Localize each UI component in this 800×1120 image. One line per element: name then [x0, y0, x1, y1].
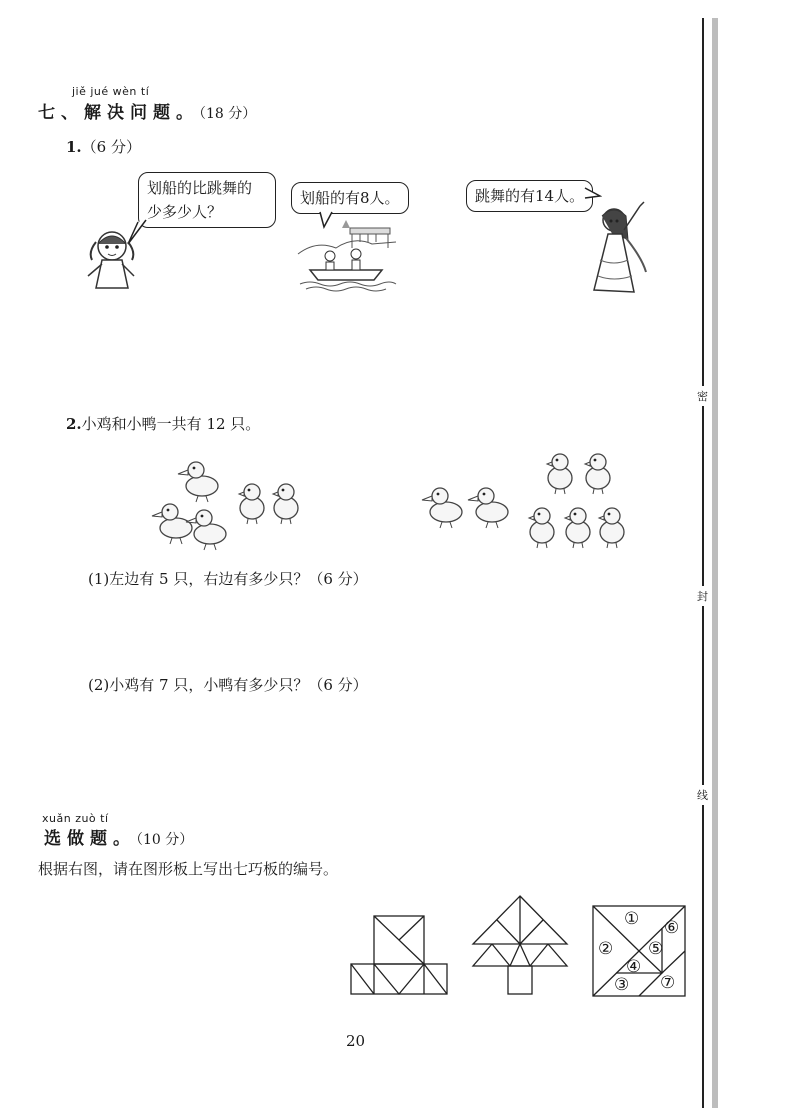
chick-left-1	[239, 484, 264, 524]
chick-right-2	[585, 454, 610, 494]
q2-text: 小鸡和小鸭一共有 12 只。	[81, 415, 261, 433]
optional-title: 选做题。	[44, 829, 136, 849]
binding-label-feng: 封	[697, 586, 708, 606]
tangram-number-2: ②	[598, 939, 614, 959]
birds-illustration	[0, 0, 700, 560]
duck-left-2	[152, 504, 192, 544]
bubble-girl-line1: 划船的比跳舞的	[147, 179, 253, 197]
q2-sub1: (1)左边有 5 只，右边有多少只？（6 分）	[88, 570, 368, 588]
q2-number: 2.	[66, 415, 82, 433]
chick-right-5	[599, 508, 624, 548]
binding-line-thin	[702, 18, 704, 1108]
tangram-reference	[592, 905, 686, 997]
tangram-house	[348, 914, 452, 998]
section7-pinyin: jiě jué wèn tí	[72, 85, 150, 98]
tangram-number-3: ③	[614, 975, 630, 995]
optional-pinyin: xuǎn zuò tí	[42, 812, 109, 825]
duck-right-2	[468, 488, 508, 528]
duck-left-1	[178, 462, 218, 502]
section7-score: （18 分）	[199, 106, 257, 122]
binding-line-thick	[712, 18, 718, 1108]
duck-right-1	[422, 488, 462, 528]
binding-label-xian: 线	[697, 785, 708, 805]
q2-sub2: (2)小鸡有 7 只，小鸭有多少只？（6 分）	[88, 676, 368, 694]
speech-bubble-dancer: 跳舞的有14人。	[466, 180, 593, 212]
optional-heading	[44, 824, 193, 849]
tangram-number-4: ④	[626, 957, 642, 977]
tangram-number-7: ⑦	[660, 973, 676, 993]
chick-right-1	[547, 454, 572, 494]
tangram-number-5: ⑤	[648, 939, 664, 959]
optional-instruction: 根据右图，请在图形板上写出七巧板的编号。	[38, 860, 339, 878]
speech-bubble-boat: 划船的有8人。	[291, 182, 409, 214]
chick-right-4	[565, 508, 590, 548]
tangram-number-6: ⑥	[664, 918, 680, 938]
binding-margin	[698, 18, 722, 1108]
tangram-tree	[470, 894, 570, 998]
optional-score: （10 分）	[136, 832, 194, 848]
page-number: 20	[346, 1032, 366, 1050]
section7-title: 七、解决问题。	[38, 103, 199, 123]
chick-left-2	[273, 484, 298, 524]
q1-score: （6 分）	[81, 138, 141, 156]
q1-number: 1.	[66, 138, 82, 156]
binding-label-mi: 密	[697, 386, 708, 406]
chick-right-3	[529, 508, 554, 548]
tangram-number-1: ①	[624, 909, 640, 929]
bubble-girl-line2: 少多少人？	[147, 203, 223, 221]
